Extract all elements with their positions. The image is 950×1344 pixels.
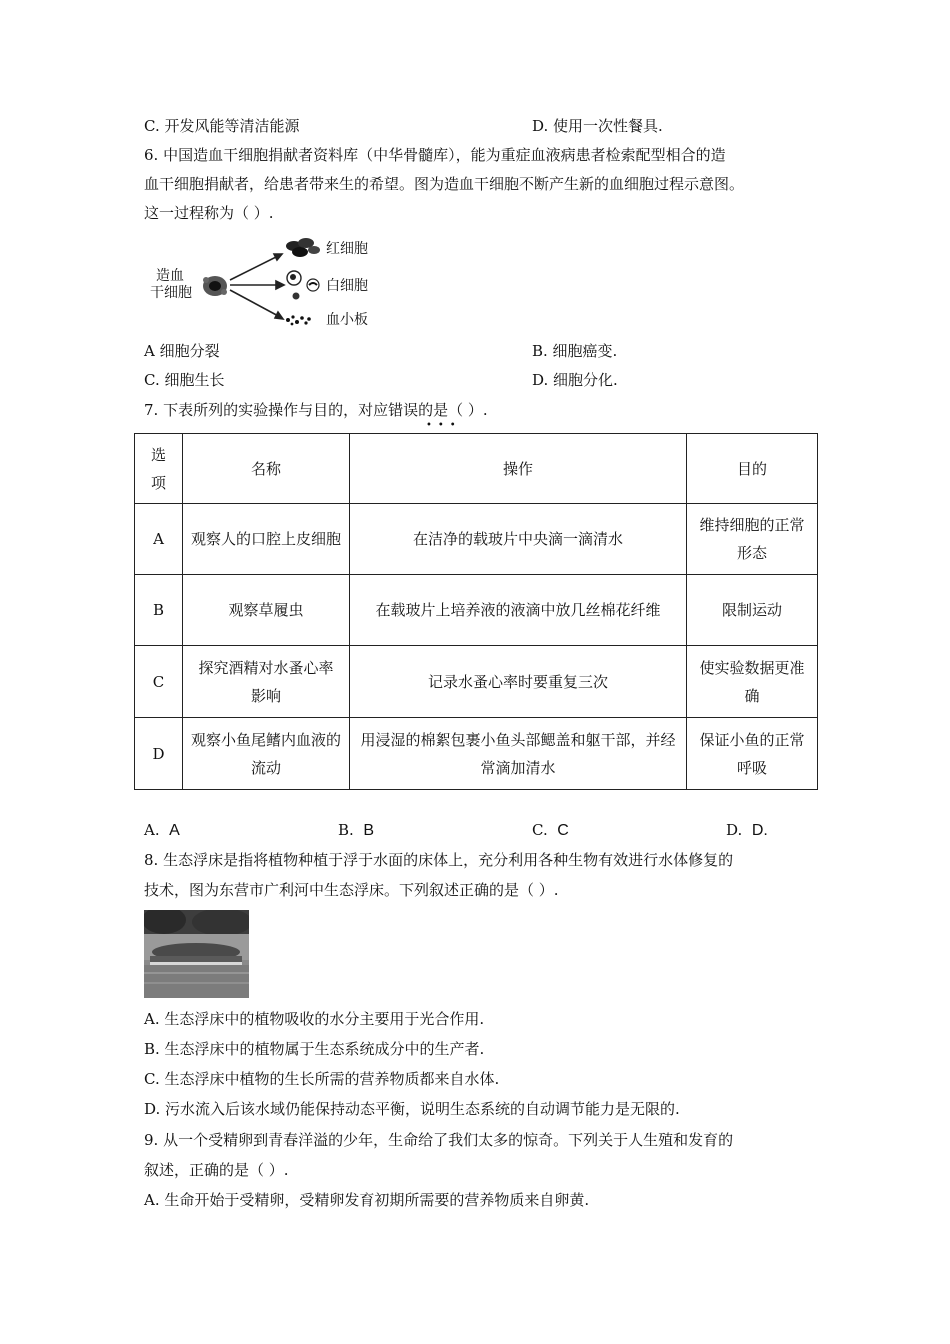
row-d-option: D (135, 718, 183, 790)
stem-cell-icon (203, 276, 227, 296)
header-option: 选项 (135, 434, 183, 504)
table-row (135, 575, 818, 646)
platelet-label: 血小板 (326, 312, 368, 328)
row-b-purpose: 限制运动 (687, 575, 818, 646)
header-operation: 操作 (350, 434, 687, 504)
row-d-purpose: 保证小鱼的正常呼吸 (687, 718, 818, 790)
row-b-name: 观察草履虫 (183, 575, 350, 646)
header-purpose: 目的 (687, 434, 818, 504)
row-c-name: 探究酒精对水蚤心率 影响 (183, 646, 350, 718)
q6-option-d: D. 细胞分化. (532, 371, 618, 389)
q5-option-c: C. 开发风能等清洁能源 (144, 117, 300, 135)
q7-answer-d: D. D. (726, 821, 768, 839)
header-name: 名称 (183, 434, 350, 504)
q6-stem-line1: 6. 中国造血干细胞捐献者资料库（中华骨髓库），能为重症血液病患者检索配型相合的造 (144, 146, 726, 164)
q6-option-c: C. 细胞生长 (144, 371, 225, 389)
stem-cell-label-line1: 造血 (156, 268, 184, 284)
floating-bed-photo (144, 910, 249, 998)
q8-option-a: A. 生态浮床中的植物吸收的水分主要用于光合作用. (144, 1010, 485, 1028)
white-blood-cell-label: 白细胞 (326, 278, 368, 294)
row-a-operation: 在洁净的载玻片中央滴一滴清水 (350, 504, 687, 575)
q8-stem-line2: 技术，图为东营市广利河中生态浮床。下列叙述正确的是（ ）. (144, 881, 559, 899)
q7-emphasis-dots: ••• (426, 420, 462, 431)
q9-stem-line1: 9. 从一个受精卵到青春洋溢的少年，生命给了我们太多的惊奇。下列关于人生殖和发育的 (144, 1131, 734, 1149)
row-a-name: 观察人的口腔上皮细胞 (183, 504, 350, 575)
q7-answer-a: A. A (144, 821, 180, 839)
red-blood-cell-label: 红细胞 (326, 241, 368, 257)
q6-stem-line2: 血干细胞捐献者，给患者带来生的希望。图为造血干细胞不断产生新的血细胞过程示意图。 (144, 175, 745, 193)
q7-answer-b: B. B (338, 821, 375, 839)
stem-cell-label-line2: 干细胞 (150, 285, 192, 301)
white-blood-cell-icon (287, 271, 319, 300)
q8-stem-line1: 8. 生态浮床是指将植物种植于浮于水面的床体上，充分利用各种生物有效进行水体修复的 (144, 851, 734, 869)
q7-answer-c: C. C (532, 821, 569, 839)
row-c-operation: 记录水蚤心率时要重复三次 (350, 646, 687, 718)
red-blood-cell-icon (286, 238, 320, 257)
q9-stem-line2: 叙述，正确的是（ ）. (144, 1161, 289, 1179)
row-d-name: 观察小鱼尾鳍内血液的流动 (183, 718, 350, 790)
q8-option-b: B. 生态浮床中的植物属于生态系统成分中的生产者. (144, 1040, 485, 1058)
table-row (135, 646, 818, 718)
row-d-operation: 用浸湿的棉絮包裹小鱼头部鳃盖和躯干部，并经常滴加清水 (350, 718, 687, 790)
row-a-purpose: 维持细胞的正常形态 (687, 504, 818, 575)
platelet-icon (286, 315, 311, 325)
q8-option-c: C. 生态浮床中植物的生长所需的营养物质都来自水体. (144, 1070, 500, 1088)
q6-stem-line3: 这一过程称为（ ）. (144, 204, 274, 222)
row-c-option: C (135, 646, 183, 718)
table-header-row (135, 434, 818, 504)
row-b-option: B (135, 575, 183, 646)
table-row (135, 504, 818, 575)
q8-option-d: D. 污水流入后该水域仍能保持动态平衡，说明生态系统的自动调节能力是无限的. (144, 1100, 680, 1118)
q7-stem: 7. 下表所列的实验操作与目的，对应错误的是（ ）. (144, 401, 488, 419)
q6-option-a: A 细胞分裂 (144, 342, 220, 360)
table-row (135, 718, 818, 790)
q5-option-d: D. 使用一次性餐具. (532, 117, 663, 135)
stem-cell-diagram (146, 234, 396, 334)
row-b-operation: 在载玻片上培养液的液滴中放几丝棉花纤维 (350, 575, 687, 646)
q6-option-b: B. 细胞癌变. (532, 342, 618, 360)
row-c-purpose: 使实验数据更准确 (687, 646, 818, 718)
q9-option-a: A. 生命开始于受精卵，受精卵发育初期所需要的营养物质来自卵黄. (144, 1191, 590, 1209)
row-a-option: A (135, 504, 183, 575)
experiment-table (134, 433, 818, 790)
